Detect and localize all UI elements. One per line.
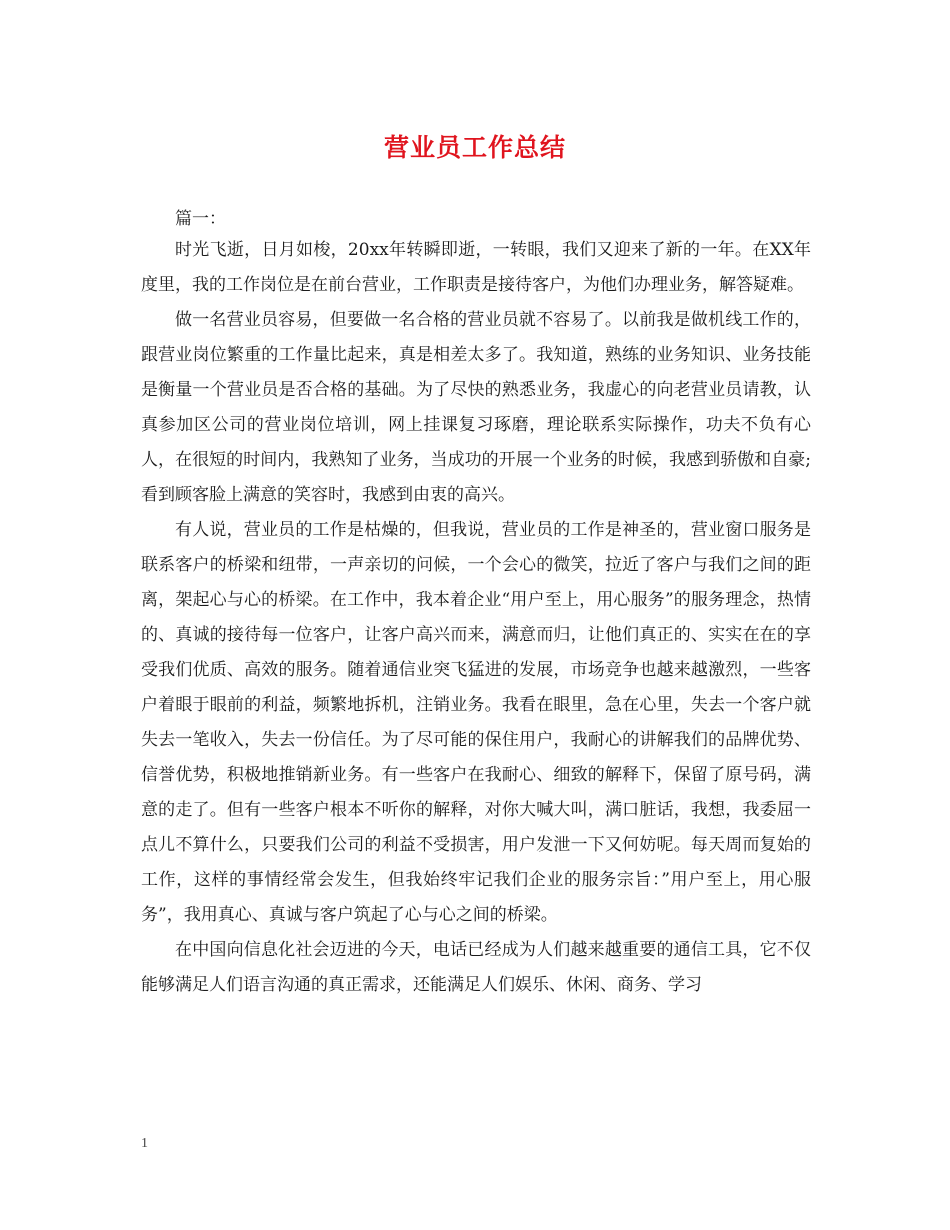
document-body — [141, 233, 811, 1003]
paragraph-3: 有人说，营业员的工作是枯燥的，但我说，营业员的工作是神圣的，营业窗口服务是联系客户的桥梁和纽带，一声亲切的问候，一个会心的微笑，拉近了客户与我们之间的距离，架起心与心的桥梁。在工作中，我本着企业“用户至上，用心服务”的服务理念，热情的、真诚的接待每一位客户，让客户高兴而来，满意而归，让他们真正的、实实在在的享受我们优质、高效的服务。随着通信业突飞猛进的发展，市场竞争也越来越激烈，一些客户着眼于眼前的利益，频繁地拆机，注销业务。我看在眼里，急在心里，失去一个客户就失去一笔收入，失去一份信任。为了尽可能的保住用户，我耐心的讲解我们的品牌优势、信誉优势，积极地推销新业务。有一些客户在我耐心、细致的解释下，保留了原号码，满意的走了。但有一些客户根本不听你的解释，对你大喊大叫，满口脏话，我想，我委屈一点儿不算什么，只要我们公司的利益不受损害，用户发泄一下又何妨呢。每天周而复始的工作，这样的事情经常会发生，但我始终牢记我们企业的服务宗旨：”用户至上，用心服务”，我用真心、真诚与客户筑起了心与心之间的桥梁。 — [141, 520, 811, 925]
paragraph-1: 时光飞逝，日月如梭，20xx年转瞬即逝，一转眼，我们又迎来了新的一年。在XX年度里，我的工作岗位是在前台营业，工作职责是接待客户，为他们办理业务，解答疑难。 — [141, 240, 811, 295]
paragraph-4: 在中国向信息化社会迈进的今天，电话已经成为人们越来越重要的通信工具，它不仅能够满足人们语言沟通的真正需求，还能满足人们娱乐、休闲、商务、学习 — [141, 940, 811, 995]
paragraph-2: 做一名营业员容易，但要做一名合格的营业员就不容易了。以前我是做机线工作的，跟营业岗位繁重的工作量比起来，真是相差太多了。我知道，熟练的业务知识、业务技能是衡量一个营业员是否合格的基础。为了尽快的熟悉业务，我虚心的向老营业员请教，认真参加区公司的营业岗位培训，网上挂课复习琢磨，理论联系实际操作，功夫不负有心人，在很短的时间内，我熟知了业务，当成功的开展一个业务的时候，我感到骄傲和自豪;看到顾客脸上满意的笑容时，我感到由衷的高兴。 — [141, 310, 811, 505]
page-number: 1 — [141, 1136, 148, 1151]
section-label: 篇一： — [175, 209, 226, 229]
page-title: 营业员工作总结 — [383, 133, 566, 162]
